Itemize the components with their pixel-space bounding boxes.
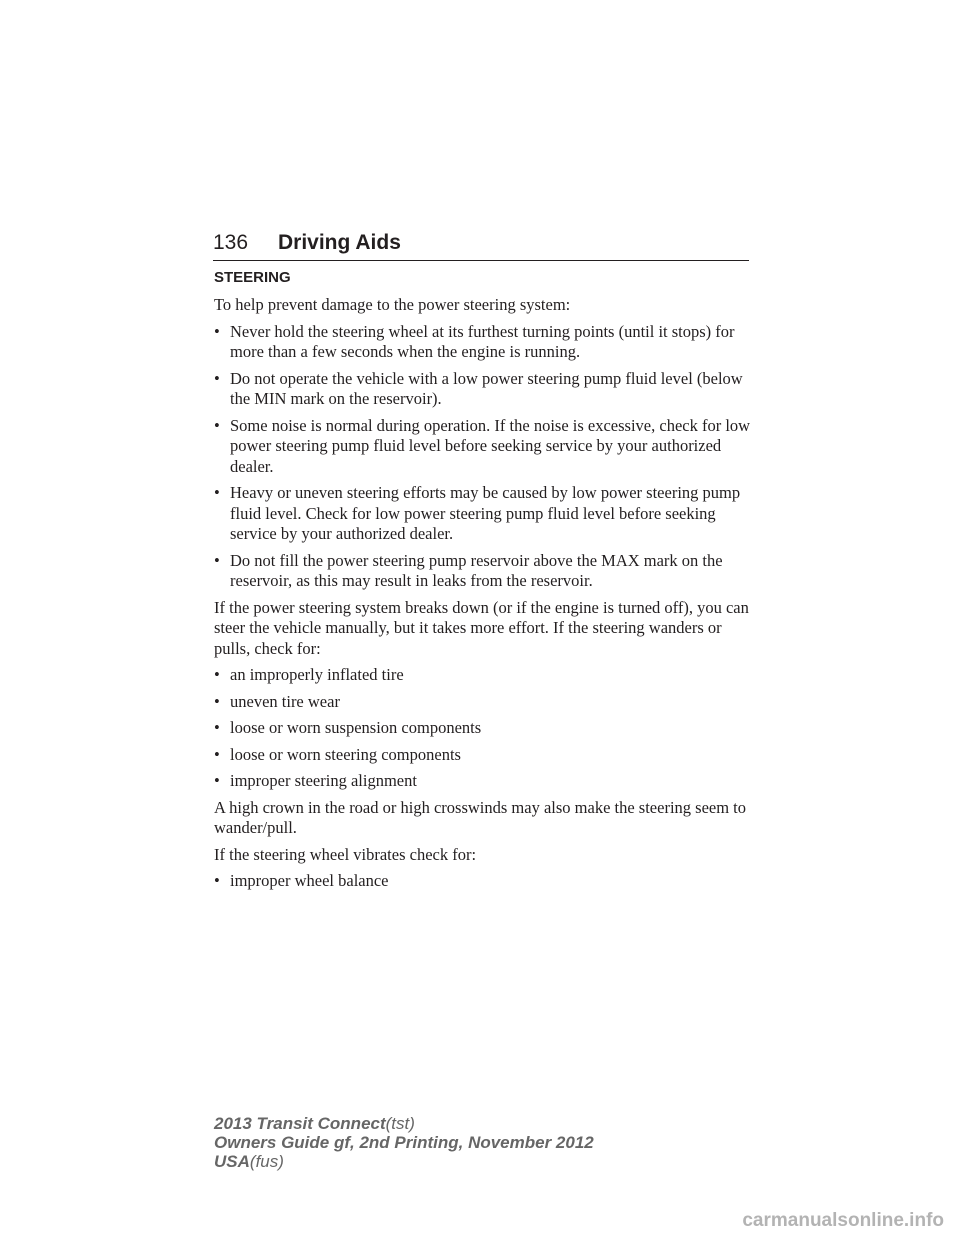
list-item-text: loose or worn steering components (230, 744, 461, 764)
list-item-text: Do not operate the vehicle with a low power steering pump fluid level (below the MIN mark on the reservoir). (230, 368, 743, 408)
list-item-text: improper steering alignment (230, 771, 417, 790)
bullet-icon: • (214, 483, 220, 502)
steering-heading: STEERING (214, 269, 291, 286)
bullet-icon: • (214, 415, 220, 435)
list-item-text: Heavy or uneven steering efforts may be caused by low power steering pump fluid level. Check for low power steering pump fluid level before seeking service by your authorized dealer. (230, 483, 741, 543)
footer-line-2: Owners Guide gf, 2nd Printing, November 2012 (214, 1133, 594, 1152)
list-item (214, 416, 754, 478)
list-item (214, 745, 754, 766)
list-item (214, 692, 754, 713)
vibration-paragraph: If the steering wheel vibrates check for: (214, 844, 477, 864)
list-item-text: Do not fill the power steering pump reservoir above the MAX mark on the reservoir, as this may result in leaks from the reservoir. (230, 550, 723, 590)
page-number: 136 (213, 231, 249, 254)
power-steering-precautions-list (214, 322, 754, 592)
list-item (214, 718, 754, 739)
list-item (214, 551, 754, 592)
footer-market: USA (214, 1152, 250, 1171)
bullet-icon: • (214, 871, 220, 890)
section-title: Driving Aids (278, 231, 401, 254)
list-item-text: uneven tire wear (230, 691, 340, 711)
bullet-icon: • (214, 744, 220, 764)
list-item (214, 871, 754, 892)
list-item-text: an improperly inflated tire (230, 665, 404, 684)
bullet-icon: • (214, 550, 220, 570)
list-item (214, 369, 754, 410)
list-item-text: loose or worn suspension components (230, 718, 482, 737)
document-footer (214, 1114, 594, 1171)
list-item (214, 483, 754, 545)
bullet-icon: • (214, 718, 220, 737)
bullet-icon: • (214, 691, 220, 711)
site-watermark: carmanualsonline.info (742, 1210, 944, 1231)
bullet-icon: • (214, 771, 220, 790)
bullet-icon: • (214, 665, 220, 684)
page-header (213, 228, 749, 261)
bullet-icon: • (214, 368, 220, 388)
vibration-checks-list (214, 871, 754, 892)
footer-model: 2013 Transit Connect (214, 1114, 386, 1133)
list-item-text: improper wheel balance (230, 871, 389, 890)
footer-line-3 (214, 1152, 594, 1171)
page-content (214, 268, 754, 898)
list-item-text: Never hold the steering wheel at its furthest turning points (until it stops) for more than a few seconds when the engine is running. (230, 321, 735, 361)
bullet-icon: • (214, 321, 220, 341)
wander-pull-checks-list (214, 665, 754, 792)
breakdown-paragraph: If the power steering system breaks down (or if the engine is turned off), you can steer the vehicle manually, but it takes more effort. If the steering wanders or pulls, check for: (214, 597, 749, 658)
list-item (214, 665, 754, 686)
list-item-text: Some noise is normal during operation. If the noise is excessive, check for low power steering pump fluid level before seeking service by your authorized dealer. (230, 415, 751, 476)
footer-line-1 (214, 1114, 594, 1133)
crosswind-paragraph: A high crown in the road or high crosswinds may also make the steering seem to wander/pull. (214, 797, 747, 837)
list-item (214, 771, 754, 792)
footer-model-code: (tst) (385, 1114, 415, 1133)
list-item (214, 322, 754, 363)
footer-market-code: (fus) (249, 1152, 284, 1171)
intro-paragraph: To help prevent damage to the power steering system: (214, 295, 571, 314)
